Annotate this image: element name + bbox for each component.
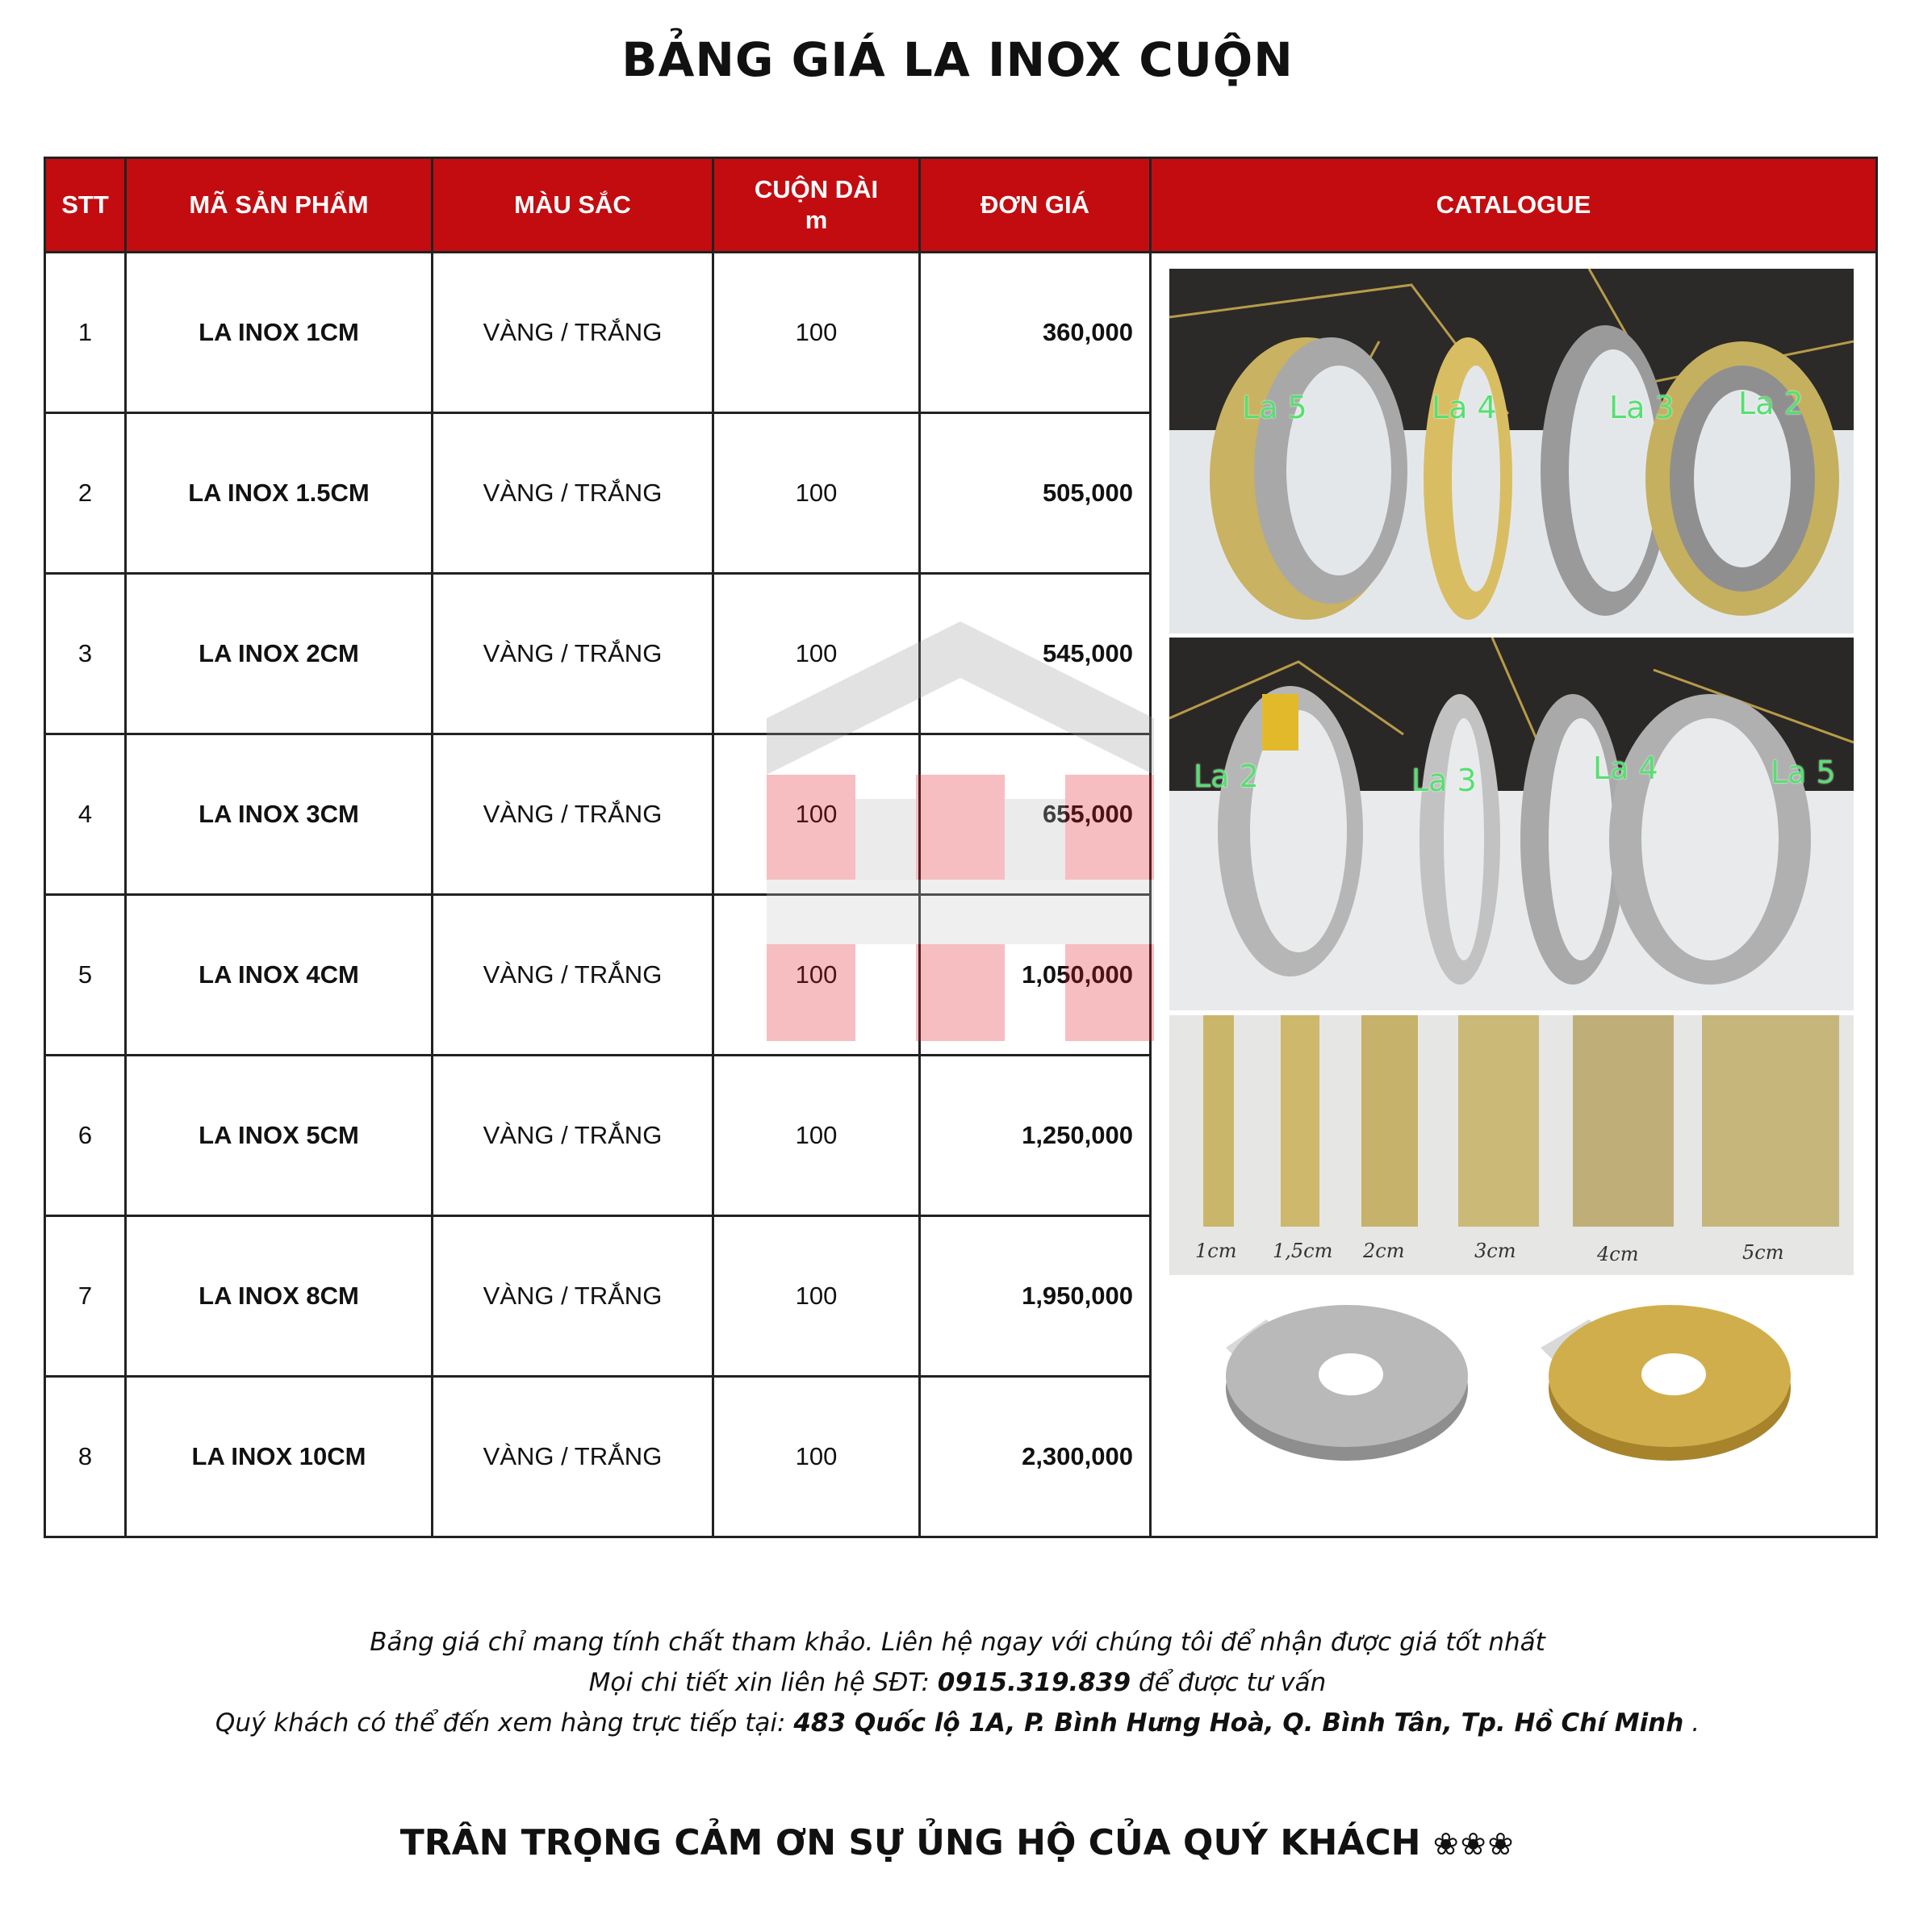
cell-stt: 6: [45, 1056, 126, 1216]
catalogue-photo-rolls: [1169, 1287, 1854, 1517]
strips-illustration: [1169, 1015, 1854, 1275]
strip-label: 4cm: [1597, 1243, 1639, 1265]
cell-price: 2,300,000: [920, 1377, 1151, 1537]
thank-you-message: [0, 1822, 1915, 1863]
cell-code: LA INOX 4CM: [126, 895, 433, 1056]
cell-price: 655,000: [920, 734, 1151, 895]
coil-label: La 2: [1738, 386, 1804, 421]
cell-price: 1,950,000: [920, 1216, 1151, 1377]
cell-color: VÀNG / TRẮNG: [433, 1056, 713, 1216]
notes-block: [0, 1622, 1915, 1743]
cell-color: VÀNG / TRẮNG: [433, 413, 713, 574]
strip-label: 2cm: [1363, 1240, 1405, 1262]
header-length-unit: m: [805, 206, 828, 234]
cell-length: 100: [713, 1377, 920, 1537]
cell-length: 100: [713, 253, 920, 413]
cell-stt: 4: [45, 734, 126, 895]
cell-price: 545,000: [920, 574, 1151, 734]
coil-label: La 4: [1593, 751, 1658, 786]
cell-color: VÀNG / TRẮNG: [433, 734, 713, 895]
cell-price: 1,050,000: [920, 895, 1151, 1056]
catalogue-photo-coils-1: [1169, 269, 1854, 634]
note-line-3: [0, 1703, 1915, 1743]
note-line-2: [0, 1662, 1915, 1703]
catalogue-photo-coils-2: [1169, 638, 1854, 1010]
cell-price: 505,000: [920, 413, 1151, 574]
header-price: ĐƠN GIÁ: [920, 158, 1151, 253]
cell-color: VÀNG / TRẮNG: [433, 574, 713, 734]
coils-illustration-2: [1169, 638, 1854, 1010]
cell-code: LA INOX 1.5CM: [126, 413, 433, 574]
cell-length: 100: [713, 574, 920, 734]
catalogue-photo-strips: [1169, 1015, 1854, 1275]
coil-label: La 3: [1609, 390, 1675, 425]
cell-code: LA INOX 1CM: [126, 253, 433, 413]
note-phone-prefix: Mọi chi tiết xin liên hệ SĐT:: [588, 1668, 930, 1697]
coil-label: La 4: [1432, 390, 1497, 425]
cell-stt: 7: [45, 1216, 126, 1377]
page-title: BẢNG GIÁ LA INOX CUỘN: [621, 32, 1294, 87]
header-length: [713, 158, 920, 253]
cell-color: VÀNG / TRẮNG: [433, 1377, 713, 1537]
note-phone-suffix: để được tư vấn: [1138, 1668, 1327, 1697]
flower-icon: ❀❀❀: [1432, 1826, 1516, 1862]
strip-label: 3cm: [1474, 1240, 1516, 1262]
header-code: MÃ SẢN PHẨM: [126, 158, 433, 253]
coils-illustration-1: [1169, 269, 1854, 634]
strip-label: 1,5cm: [1273, 1240, 1333, 1262]
rolls-illustration: [1169, 1287, 1854, 1517]
cell-length: 100: [713, 1216, 920, 1377]
cell-length: 100: [713, 895, 920, 1056]
cell-color: VÀNG / TRẮNG: [433, 895, 713, 1056]
store-address: 483 Quốc lộ 1A, P. Bình Hưng Hoà, Q. Bình Tân, Tp. Hồ Chí Minh: [793, 1708, 1684, 1738]
strip-label: 5cm: [1742, 1241, 1784, 1264]
coil-label: La 3: [1411, 763, 1477, 798]
note-address-prefix: Quý khách có thể đến xem hàng trực tiếp tại:: [215, 1708, 786, 1738]
note-address-suffix: .: [1691, 1708, 1700, 1738]
cell-price: 360,000: [920, 253, 1151, 413]
header-catalogue: CATALOGUE: [1151, 158, 1877, 253]
cell-price: 1,250,000: [920, 1056, 1151, 1216]
table-header-row: [45, 158, 1877, 253]
cell-stt: 1: [45, 253, 126, 413]
cell-length: 100: [713, 1056, 920, 1216]
note-line-1: Bảng giá chỉ mang tính chất tham khảo. Liên hệ ngay với chúng tôi để nhận được giá tốt nhất: [370, 1628, 1545, 1657]
cell-stt: 5: [45, 895, 126, 1056]
cell-length: 100: [713, 413, 920, 574]
cell-code: LA INOX 10CM: [126, 1377, 433, 1537]
thank-you-text: TRÂN TRỌNG CẢM ƠN SỰ ỦNG HỘ CỦA QUÝ KHÁCH: [399, 1822, 1421, 1863]
coil-label: La 2: [1194, 759, 1259, 794]
header-color: MÀU SẮC: [433, 158, 713, 253]
cell-color: VÀNG / TRẮNG: [433, 253, 713, 413]
coil-label: La 5: [1771, 755, 1836, 790]
cell-color: VÀNG / TRẮNG: [433, 1216, 713, 1377]
cell-code: LA INOX 3CM: [126, 734, 433, 895]
cell-code: LA INOX 5CM: [126, 1056, 433, 1216]
header-length-line1: CUỘN DÀI: [754, 175, 879, 203]
cell-code: LA INOX 8CM: [126, 1216, 433, 1377]
strip-label: 1cm: [1195, 1240, 1237, 1262]
cell-stt: 8: [45, 1377, 126, 1537]
cell-code: LA INOX 2CM: [126, 574, 433, 734]
cell-stt: 3: [45, 574, 126, 734]
phone-number: 0915.319.839: [937, 1668, 1131, 1697]
cell-length: 100: [713, 734, 920, 895]
header-stt: STT: [45, 158, 126, 253]
cell-stt: 2: [45, 413, 126, 574]
coil-label: La 5: [1242, 390, 1307, 425]
